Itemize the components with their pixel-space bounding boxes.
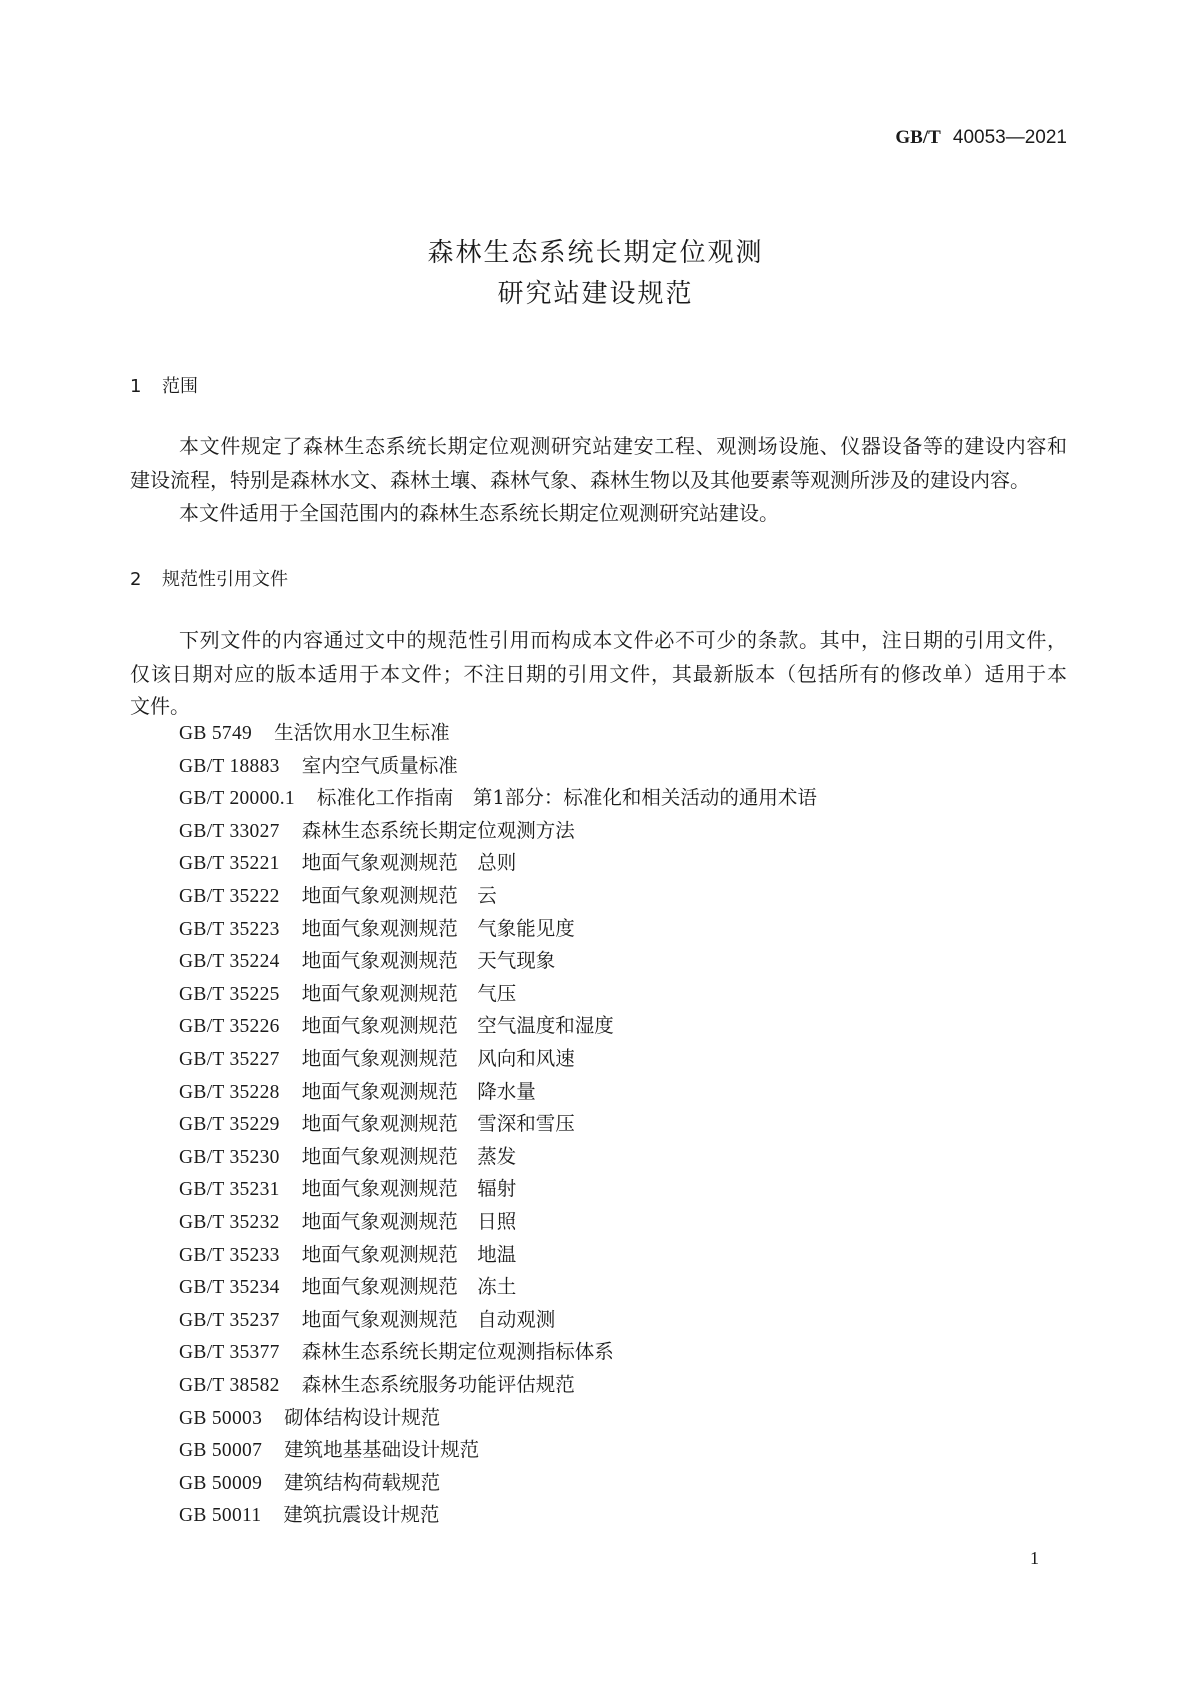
reference-item [179, 1275, 516, 1300]
reference-code: GB/T 35234 [179, 1277, 280, 1299]
reference-code: GB/T 38582 [179, 1375, 280, 1396]
standard-prefix: GB/T [895, 127, 941, 148]
section-1-heading [130, 372, 198, 398]
reference-code: GB/T 35225 [179, 983, 280, 1005]
reference-item [179, 982, 516, 1007]
reference-item [179, 1503, 439, 1528]
reference-item [179, 949, 555, 974]
reference-code: GB/T 35229 [179, 1114, 280, 1136]
reference-title: 地面气象观测规范 冻土 [301, 1275, 517, 1299]
reference-title: 地面气象观测规范 风向和风速 [301, 1047, 575, 1070]
reference-item [179, 884, 497, 909]
reference-item [179, 1047, 575, 1072]
reference-title: 森林生态系统服务功能评估规范 [301, 1373, 575, 1396]
reference-code: GB/T 35233 [179, 1244, 280, 1266]
reference-item [179, 819, 575, 844]
reference-title: 地面气象观测规范 地温 [301, 1242, 517, 1266]
reference-title: 建筑地基基础设计规范 [284, 1438, 480, 1462]
paragraph-line: 仅该日期对应的版本适用于本文件；不注日期的引用文件，其最新版本（包括所有的修改单）适用于本 [130, 662, 1067, 686]
reference-code: GB 50011 [179, 1505, 262, 1527]
standard-number [895, 126, 1067, 149]
reference-code: GB/T 35223 [179, 918, 280, 940]
reference-item [179, 1308, 555, 1333]
reference-item [179, 851, 516, 876]
section-title: 规范性引用文件 [162, 569, 288, 590]
section-2-heading [130, 565, 288, 591]
document-title-line-2: 研究站建设规范 [497, 279, 694, 309]
reference-code: GB 5749 [179, 723, 253, 744]
section-number: 1 [130, 376, 142, 397]
reference-code: GB/T 35227 [179, 1049, 280, 1070]
reference-title: 生活饮用水卫生标准 [274, 721, 450, 744]
paragraph-line: 本文件规定了森林生态系统长期定位观测研究站建安工程、观测场设施、仪器设备等的建设内容和 [179, 434, 1067, 458]
document-title-line-1: 森林生态系统长期定位观测 [427, 238, 764, 268]
reference-code: GB/T 35226 [179, 1016, 280, 1038]
reference-item [179, 754, 458, 779]
reference-code: GB 50009 [179, 1472, 263, 1494]
reference-title: 标准化工作指南 第1部分：标准化和相关活动的通用术语 [316, 786, 817, 810]
reference-title: 室内空气质量标准 [301, 753, 458, 777]
reference-title: 地面气象观测规范 雪深和雪压 [301, 1112, 575, 1136]
reference-code: GB/T 35237 [179, 1309, 280, 1331]
reference-title: 森林生态系统长期定位观测指标体系 [301, 1340, 614, 1364]
reference-code: GB/T 35231 [179, 1179, 280, 1201]
section-number: 2 [130, 569, 142, 590]
reference-item [179, 1471, 440, 1496]
reference-item [179, 721, 450, 746]
reference-item [179, 1177, 516, 1202]
reference-code: GB/T 35224 [179, 951, 280, 973]
section-title: 范围 [162, 376, 198, 397]
reference-title: 砌体结构设计规范 [284, 1405, 441, 1429]
reference-title: 地面气象观测规范 总则 [301, 851, 517, 875]
reference-code: GB/T 35232 [179, 1212, 280, 1233]
reference-title: 地面气象观测规范 降水量 [301, 1079, 536, 1103]
reference-code: GB/T 35228 [179, 1081, 280, 1103]
reference-code: GB/T 18883 [179, 755, 280, 777]
reference-title: 地面气象观测规范 天气现象 [301, 949, 556, 973]
reference-code: GB/T 35221 [179, 853, 280, 875]
reference-title: 地面气象观测规范 气象能见度 [301, 916, 575, 940]
reference-item [179, 786, 817, 811]
reference-title: 地面气象观测规范 气压 [301, 981, 517, 1005]
reference-item [179, 1112, 575, 1137]
reference-item [179, 1438, 479, 1463]
reference-title: 建筑结构荷载规范 [284, 1470, 441, 1494]
reference-title: 地面气象观测规范 辐射 [301, 1177, 517, 1201]
reference-item [179, 917, 575, 942]
reference-item [179, 1243, 516, 1268]
reference-title: 森林生态系统长期定位观测方法 [301, 818, 575, 842]
page-number: 1 [1030, 1548, 1039, 1568]
reference-item [179, 1145, 516, 1170]
reference-title: 地面气象观测规范 云 [301, 884, 497, 907]
reference-code: GB 50007 [179, 1440, 263, 1462]
reference-item [179, 1014, 614, 1039]
reference-title: 地面气象观测规范 蒸发 [301, 1144, 517, 1168]
standard-code: 40053—2021 [952, 127, 1067, 148]
reference-code: GB/T 35222 [179, 886, 280, 907]
reference-item [179, 1340, 614, 1365]
reference-code: GB/T 35230 [179, 1146, 280, 1168]
reference-title: 地面气象观测规范 日照 [301, 1210, 517, 1233]
reference-code: GB/T 35377 [179, 1342, 280, 1364]
reference-code: GB/T 33027 [179, 820, 280, 842]
reference-code: GB 50003 [179, 1407, 263, 1429]
reference-title: 地面气象观测规范 空气温度和湿度 [301, 1014, 614, 1038]
reference-title: 地面气象观测规范 自动观测 [301, 1307, 556, 1331]
paragraph-line: 下列文件的内容通过文中的规范性引用而构成本文件必不可少的条款。其中，注日期的引用文件， [179, 628, 1067, 652]
reference-title: 建筑抗震设计规范 [283, 1503, 440, 1527]
reference-code: GB/T 20000.1 [179, 788, 295, 810]
reference-item [179, 1373, 575, 1398]
paragraph-line: 建设流程，特别是森林水文、森林土壤、森林气象、森林生物以及其他要素等观测所涉及的建设内容。 [130, 468, 1030, 492]
paragraph-line: 本文件适用于全国范围内的森林生态系统长期定位观测研究站建设。 [179, 501, 779, 525]
paragraph-line: 文件。 [130, 694, 190, 718]
reference-item [179, 1406, 440, 1431]
reference-item [179, 1210, 516, 1235]
reference-item [179, 1080, 536, 1105]
